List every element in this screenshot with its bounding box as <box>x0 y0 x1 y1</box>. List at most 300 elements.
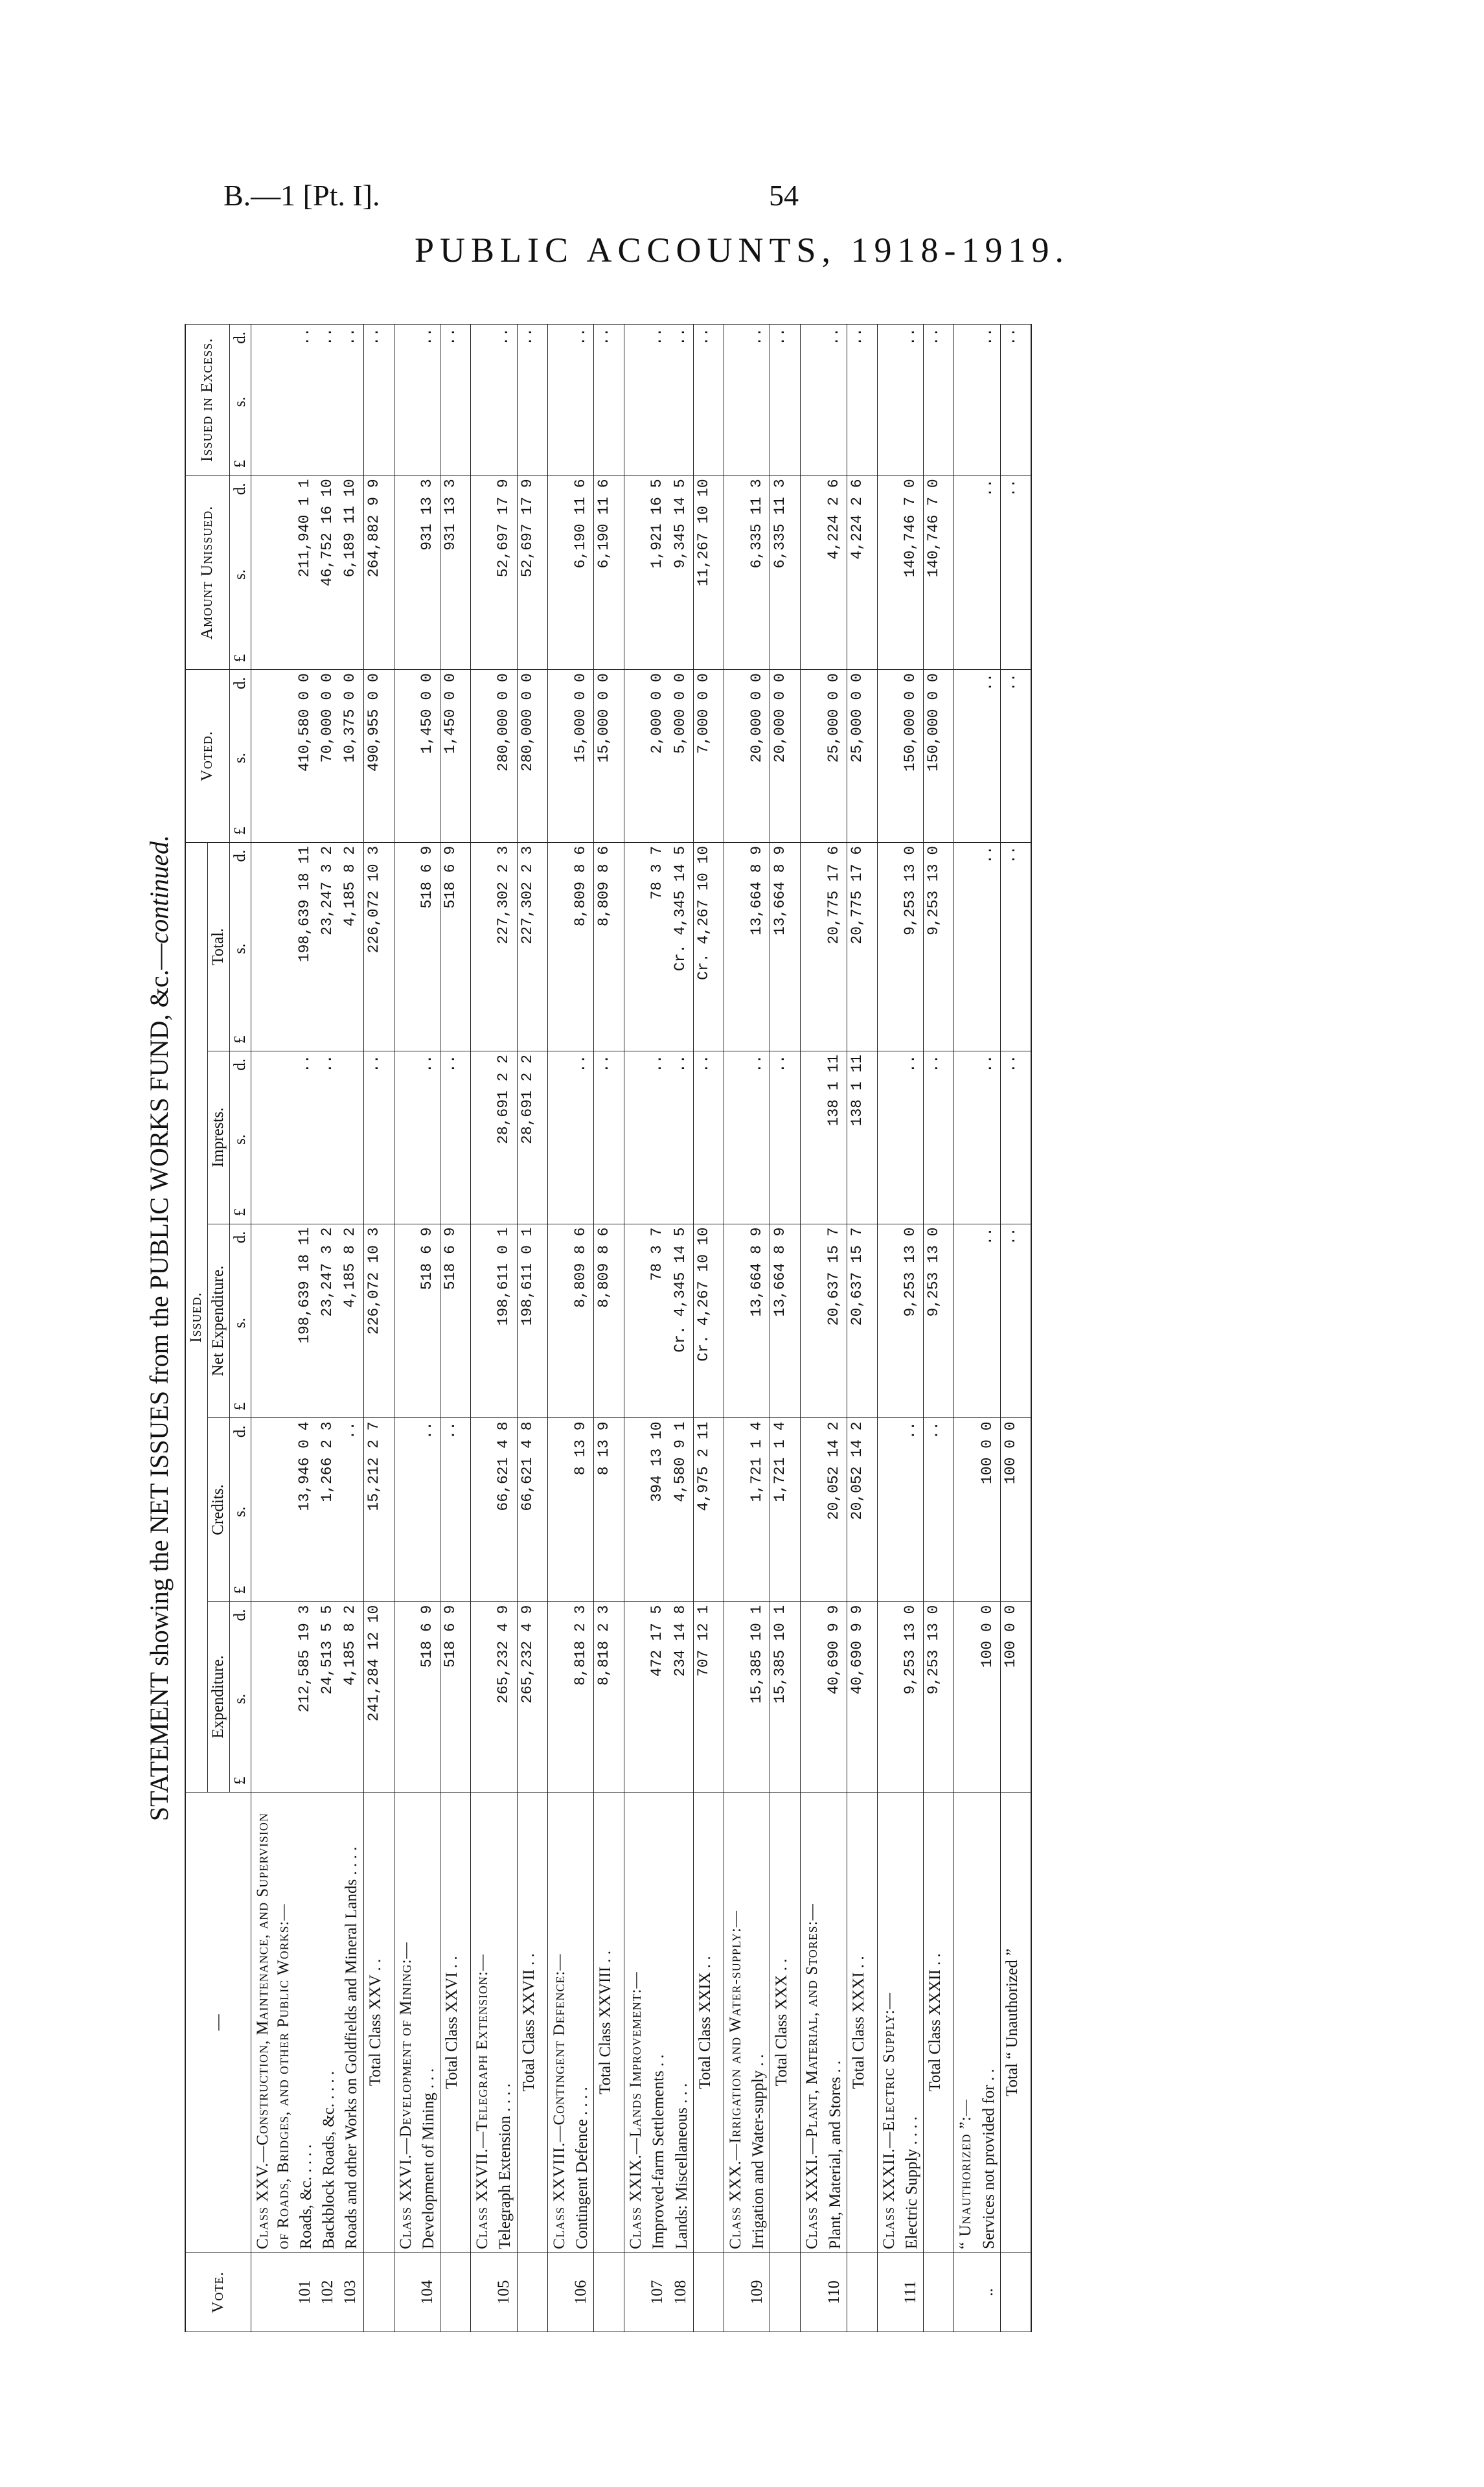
vote-number <box>394 2252 417 2332</box>
pound-unit: £ <box>231 1035 249 1044</box>
amount-imprests: 28,691 2 2 <box>494 1051 517 1224</box>
class-total-label: Total “ Unauthorized ” <box>1000 1792 1031 2252</box>
total-total: 20,775 17 6 <box>847 842 877 1051</box>
total-excess: .. <box>594 325 624 476</box>
total-net: Cr. 4,267 10 10 <box>693 1224 724 1418</box>
vote-description: Irrigation and Water-supply . . <box>747 1792 770 2252</box>
currency-units <box>229 1418 251 1601</box>
page-number: 54 <box>769 179 799 212</box>
amount-cell <box>724 842 747 1051</box>
vote-number <box>693 2252 724 2332</box>
class-total-label: Total Class XXVIII . . <box>594 1792 624 2252</box>
class-heading-row <box>547 325 571 2332</box>
amount-voted: 10,375 0 0 <box>340 670 363 843</box>
total-total: 226,072 10 3 <box>363 842 394 1051</box>
total-voted: 7,000 0 0 <box>693 670 724 843</box>
amount-voted: 1,450 0 0 <box>417 670 440 843</box>
total-expenditure: 265,232 4 9 <box>517 1601 547 1792</box>
total-unissued: 11,267 10 10 <box>693 476 724 670</box>
total-excess: .. <box>847 325 877 476</box>
vote-description: Contingent Defence . . . . <box>571 1792 594 2252</box>
vote-number <box>624 2252 648 2332</box>
amount-cell <box>801 842 824 1051</box>
class-total-row <box>847 325 877 2332</box>
amount-cell <box>624 842 648 1051</box>
vote-number: 109 <box>747 2252 770 2332</box>
vote-description: Roads, &c. . . . . <box>295 1792 317 2252</box>
class-heading-row <box>954 325 977 2332</box>
pound-unit: £ <box>231 654 249 663</box>
amount-cell <box>547 1601 571 1792</box>
amount-unissued: .. <box>977 476 1001 670</box>
col-header-description: — <box>185 1792 251 2252</box>
vote-number: 107 <box>647 2252 670 2332</box>
amount-cell <box>724 670 747 843</box>
amount-net: 23,247 3 2 <box>317 1224 340 1418</box>
amount-cell <box>547 476 571 670</box>
amount-excess: .. <box>647 325 670 476</box>
amount-voted: 410,580 0 0 <box>295 670 317 843</box>
total-voted: 25,000 0 0 <box>847 670 877 843</box>
pence-unit: d. <box>231 483 249 496</box>
currency-units <box>229 670 251 843</box>
total-total: .. <box>1000 842 1031 1051</box>
vote-row <box>824 325 847 2332</box>
total-total: 8,809 8 6 <box>594 842 624 1051</box>
amount-unissued: 52,697 17 9 <box>494 476 517 670</box>
amount-credits: 1,721 1 4 <box>747 1418 770 1601</box>
amount-cell <box>251 1418 295 1601</box>
amount-net: .. <box>977 1224 1001 1418</box>
amount-cell <box>877 670 900 843</box>
total-net: .. <box>1000 1224 1031 1418</box>
vote-number <box>877 2252 900 2332</box>
pound-unit: £ <box>231 1776 249 1785</box>
amount-expenditure: 8,818 2 3 <box>571 1601 594 1792</box>
amount-cell <box>801 1418 824 1601</box>
amount-total: 518 6 9 <box>417 842 440 1051</box>
total-credits: 20,052 14 2 <box>847 1418 877 1601</box>
total-imprests: 138 1 11 <box>847 1051 877 1224</box>
col-header-net-expenditure: Net Expenditure. <box>207 1224 229 1418</box>
class-total-row <box>517 325 547 2332</box>
amount-credits: 66,621 4 8 <box>494 1418 517 1601</box>
col-header-issued: Issued. <box>185 842 207 1792</box>
amount-credits: 13,946 0 4 <box>295 1418 317 1601</box>
total-total: 518 6 9 <box>440 842 471 1051</box>
vote-description: Telegraph Extension . . . . <box>494 1792 517 2252</box>
vote-number: .. <box>977 2252 1001 2332</box>
class-heading: Class XXXI.—Plant, Material, and Stores:— <box>801 1792 824 2252</box>
vote-number <box>801 2252 824 2332</box>
amount-cell <box>251 670 295 843</box>
shilling-unit: s. <box>231 1318 249 1329</box>
amount-cell <box>724 1601 747 1792</box>
total-net: 9,253 13 0 <box>924 1224 954 1418</box>
amount-credits: 100 0 0 <box>977 1418 1001 1601</box>
amount-cell <box>801 1051 824 1224</box>
amount-net: 198,639 18 11 <box>295 1224 317 1418</box>
vote-description: Plant, Material, and Stores . . <box>824 1792 847 2252</box>
total-excess: .. <box>440 325 471 476</box>
amount-expenditure: 518 6 9 <box>417 1601 440 1792</box>
amount-unissued: 1,921 16 5 <box>647 476 670 670</box>
amount-cell <box>801 476 824 670</box>
amount-cell <box>801 1601 824 1792</box>
amount-cell <box>471 1601 494 1792</box>
amount-credits: .. <box>340 1418 363 1601</box>
amount-unissued: 6,190 11 6 <box>571 476 594 670</box>
vote-number: 110 <box>824 2252 847 2332</box>
class-heading-row <box>801 325 824 2332</box>
amount-credits: 20,052 14 2 <box>824 1418 847 1601</box>
col-header-total: Total. <box>207 842 229 1051</box>
shilling-unit: s. <box>231 396 249 407</box>
amount-voted: 280,000 0 0 <box>494 670 517 843</box>
total-credits: 8 13 9 <box>594 1418 624 1601</box>
amount-unissued: 6,335 11 3 <box>747 476 770 670</box>
total-expenditure: 100 0 0 <box>1000 1601 1031 1792</box>
currency-units <box>229 1224 251 1418</box>
total-voted: 15,000 0 0 <box>594 670 624 843</box>
amount-voted: 70,000 0 0 <box>317 670 340 843</box>
vote-row <box>977 325 1001 2332</box>
amount-cell <box>624 1601 648 1792</box>
pence-unit: d. <box>231 1609 249 1622</box>
amount-cell <box>801 1224 824 1418</box>
total-imprests: 28,691 2 2 <box>517 1051 547 1224</box>
total-credits: 4,975 2 11 <box>693 1418 724 1601</box>
vote-number <box>1000 2252 1031 2332</box>
total-unissued: 4,224 2 6 <box>847 476 877 670</box>
amount-cell <box>394 325 417 476</box>
amount-excess: .. <box>900 325 924 476</box>
amount-net: 9,253 13 0 <box>900 1224 924 1418</box>
amount-cell <box>394 1601 417 1792</box>
total-imprests: .. <box>770 1051 801 1224</box>
total-credits: .. <box>924 1418 954 1601</box>
shilling-unit: s. <box>231 943 249 954</box>
amount-cell <box>624 670 648 843</box>
amount-cell <box>877 1418 900 1601</box>
amount-imprests: .. <box>747 1051 770 1224</box>
class-heading: Class XXVI.—Development of Mining:— <box>394 1792 417 2252</box>
amount-cell <box>724 325 747 476</box>
vote-row <box>417 325 440 2332</box>
total-imprests: .. <box>693 1051 724 1224</box>
total-unissued: 931 13 3 <box>440 476 471 670</box>
amount-cell <box>624 325 648 476</box>
vote-row <box>747 325 770 2332</box>
amount-expenditure: 472 17 5 <box>647 1601 670 1792</box>
vote-number: 101 <box>295 2252 317 2332</box>
amount-credits: 8 13 9 <box>571 1418 594 1601</box>
amount-cell <box>801 670 824 843</box>
amount-cell <box>394 1051 417 1224</box>
amount-total: 227,302 2 3 <box>494 842 517 1051</box>
amount-unissued: 9,345 14 5 <box>670 476 694 670</box>
amount-cell <box>954 1051 977 1224</box>
total-excess: .. <box>363 325 394 476</box>
total-imprests: .. <box>594 1051 624 1224</box>
amount-cell <box>954 842 977 1051</box>
rotated-statement <box>136 324 1457 2332</box>
pence-unit: d. <box>231 1058 249 1071</box>
table-body <box>251 325 1031 2332</box>
pound-unit: £ <box>231 1402 249 1411</box>
amount-voted: 20,000 0 0 <box>747 670 770 843</box>
vote-description: Lands: Miscellaneous . . . <box>670 1792 694 2252</box>
vote-number <box>517 2252 547 2332</box>
vote-number <box>770 2252 801 2332</box>
vote-description: Services not provided for . . <box>977 1792 1001 2252</box>
amount-cell <box>547 1418 571 1601</box>
pound-unit: £ <box>231 827 249 835</box>
amount-imprests: .. <box>670 1051 694 1224</box>
vote-row <box>670 325 694 2332</box>
amount-excess: .. <box>494 325 517 476</box>
amount-excess: .. <box>977 325 1001 476</box>
vote-number: 111 <box>900 2252 924 2332</box>
total-credits: 1,721 1 4 <box>770 1418 801 1601</box>
class-total-row <box>693 325 724 2332</box>
total-credits: 15,212 2 7 <box>363 1418 394 1601</box>
amount-imprests <box>340 1051 363 1224</box>
amount-voted: 25,000 0 0 <box>824 670 847 843</box>
vote-row <box>295 325 317 2332</box>
amount-imprests: .. <box>571 1051 594 1224</box>
amount-cell <box>471 1051 494 1224</box>
class-total-row <box>594 325 624 2332</box>
amount-credits: 394 13 10 <box>647 1418 670 1601</box>
amount-expenditure: 40,690 9 9 <box>824 1601 847 1792</box>
pence-unit: d. <box>231 332 249 344</box>
total-imprests: .. <box>1000 1051 1031 1224</box>
amount-cell <box>471 670 494 843</box>
amount-cell <box>954 1224 977 1418</box>
amount-net: 518 6 9 <box>417 1224 440 1418</box>
amount-cell <box>624 1051 648 1224</box>
shilling-unit: s. <box>231 569 249 580</box>
vote-description: Electric Supply . . . . <box>900 1792 924 2252</box>
vote-number: 108 <box>670 2252 694 2332</box>
amount-cell <box>394 670 417 843</box>
amount-voted: 2,000 0 0 <box>647 670 670 843</box>
col-header-voted: Voted. <box>185 670 229 843</box>
class-total-label: Total Class XXXI . . <box>847 1792 877 2252</box>
class-heading: Class XXVII.—Telegraph Extension:— <box>471 1792 494 2252</box>
amount-unissued: 931 13 3 <box>417 476 440 670</box>
vote-number: 105 <box>494 2252 517 2332</box>
total-excess: .. <box>693 325 724 476</box>
amount-imprests: 138 1 11 <box>824 1051 847 1224</box>
vote-number <box>471 2252 494 2332</box>
amount-cell <box>724 1418 747 1601</box>
amount-cell <box>877 842 900 1051</box>
page-title: PUBLIC ACCOUNTS, 1918-1919. <box>414 231 1070 269</box>
total-unissued: 140,746 7 0 <box>924 476 954 670</box>
amount-cell <box>624 1418 648 1601</box>
col-header-amount-unissued: Amount Unissued. <box>185 476 229 670</box>
class-heading: Class XXV.—Construction, Maintenance, and Supervision of Roads, Bridges, and other Public Works:— <box>251 1792 295 2252</box>
amount-cell <box>877 1051 900 1224</box>
amount-cell <box>251 325 295 476</box>
amount-total: 8,809 8 6 <box>571 842 594 1051</box>
amount-cell <box>394 842 417 1051</box>
shilling-unit: s. <box>231 1693 249 1704</box>
class-heading: Class XXX.—Irrigation and Water-supply:— <box>724 1792 747 2252</box>
total-voted: 490,955 0 0 <box>363 670 394 843</box>
total-voted: .. <box>1000 670 1031 843</box>
class-heading-row <box>877 325 900 2332</box>
total-excess: .. <box>1000 325 1031 476</box>
class-total-row <box>924 325 954 2332</box>
amount-net: 8,809 8 6 <box>571 1224 594 1418</box>
amount-net: 78 3 7 <box>647 1224 670 1418</box>
amount-unissued: 140,746 7 0 <box>900 476 924 670</box>
total-net: 20,637 15 7 <box>847 1224 877 1418</box>
vote-number: 102 <box>317 2252 340 2332</box>
class-total-row <box>1000 325 1031 2332</box>
total-unissued: .. <box>1000 476 1031 670</box>
total-imprests: .. <box>440 1051 471 1224</box>
shilling-unit: s. <box>231 753 249 764</box>
amount-excess: .. <box>417 325 440 476</box>
net-issues-table <box>185 324 1032 2332</box>
amount-unissued: 211,940 1 1 <box>295 476 317 670</box>
amount-cell <box>251 476 295 670</box>
amount-cell <box>724 476 747 670</box>
caption-main: STATEMENT showing the NET ISSUES from the PUBLIC WORKS FUND, &c.— <box>144 943 174 1822</box>
pence-unit: d. <box>231 1425 249 1438</box>
amount-excess: .. <box>317 325 340 476</box>
amount-cell <box>471 1418 494 1601</box>
class-heading-row <box>394 325 417 2332</box>
currency-units <box>229 842 251 1051</box>
total-expenditure: 9,253 13 0 <box>924 1601 954 1792</box>
vote-description: Development of Mining . . . <box>417 1792 440 2252</box>
class-heading: Class XXVIII.—Contingent Defence:— <box>547 1792 571 2252</box>
vote-row <box>571 325 594 2332</box>
total-net: 226,072 10 3 <box>363 1224 394 1418</box>
pence-unit: d. <box>231 849 249 862</box>
amount-expenditure: 234 14 8 <box>670 1601 694 1792</box>
amount-cell <box>471 476 494 670</box>
total-excess: .. <box>517 325 547 476</box>
amount-cell <box>801 325 824 476</box>
amount-net: 13,664 8 9 <box>747 1224 770 1418</box>
amount-voted: 150,000 0 0 <box>900 670 924 843</box>
amount-imprests: .. <box>417 1051 440 1224</box>
total-unissued: 52,697 17 9 <box>517 476 547 670</box>
amount-cell <box>471 842 494 1051</box>
pence-unit: d. <box>231 1231 249 1244</box>
total-excess: .. <box>924 325 954 476</box>
total-voted: 20,000 0 0 <box>770 670 801 843</box>
amount-excess: .. <box>571 325 594 476</box>
class-total-label: Total Class XXVII . . <box>517 1792 547 2252</box>
class-heading-row <box>471 325 494 2332</box>
amount-cell <box>877 1601 900 1792</box>
amount-cell <box>394 1418 417 1601</box>
amount-total: 78 3 7 <box>647 842 670 1051</box>
vote-description: Improved-farm Settlements . . <box>647 1792 670 2252</box>
amount-credits: 4,580 9 1 <box>670 1418 694 1601</box>
amount-total: 4,185 8 2 <box>340 842 363 1051</box>
class-total-row <box>770 325 801 2332</box>
amount-cell <box>251 1224 295 1418</box>
amount-cell <box>877 476 900 670</box>
amount-cell <box>624 476 648 670</box>
total-net: 13,664 8 9 <box>770 1224 801 1418</box>
amount-cell <box>251 1051 295 1224</box>
vote-row <box>340 325 363 2332</box>
amount-total: 198,639 18 11 <box>295 842 317 1051</box>
total-excess: .. <box>770 325 801 476</box>
total-net: 8,809 8 6 <box>594 1224 624 1418</box>
total-expenditure: 8,818 2 3 <box>594 1601 624 1792</box>
vote-number <box>724 2252 747 2332</box>
amount-excess: .. <box>670 325 694 476</box>
amount-excess: .. <box>824 325 847 476</box>
amount-cell <box>954 670 977 843</box>
total-unissued: 6,190 11 6 <box>594 476 624 670</box>
amount-total: 23,247 3 2 <box>317 842 340 1051</box>
currency-units <box>229 1051 251 1224</box>
amount-total: 13,664 8 9 <box>747 842 770 1051</box>
amount-cell <box>954 325 977 476</box>
vote-row <box>900 325 924 2332</box>
amount-expenditure: 212,585 19 3 <box>295 1601 317 1792</box>
col-header-expenditure: Expenditure. <box>207 1601 229 1792</box>
total-total: 13,664 8 9 <box>770 842 801 1051</box>
col-header-credits: Credits. <box>207 1418 229 1601</box>
caption-continued: continued. <box>144 834 174 944</box>
vote-number <box>547 2252 571 2332</box>
vote-number <box>363 2252 394 2332</box>
class-total-label: Total Class XXXII . . <box>924 1792 954 2252</box>
currency-units <box>229 476 251 670</box>
amount-voted: 5,000 0 0 <box>670 670 694 843</box>
total-total: Cr. 4,267 10 10 <box>693 842 724 1051</box>
amount-excess: .. <box>747 325 770 476</box>
amount-cell <box>724 1224 747 1418</box>
total-expenditure: 241,284 12 10 <box>363 1601 394 1792</box>
total-unissued: 6,335 11 3 <box>770 476 801 670</box>
amount-total: Cr. 4,345 14 5 <box>670 842 694 1051</box>
total-expenditure: 15,385 10 1 <box>770 1601 801 1792</box>
amount-net: 4,185 8 2 <box>340 1224 363 1418</box>
amount-cell <box>547 1051 571 1224</box>
amount-cell <box>471 325 494 476</box>
currency-units <box>229 325 251 476</box>
amount-total: .. <box>977 842 1001 1051</box>
pound-unit: £ <box>231 1586 249 1594</box>
col-header-imprests: Imprests. <box>207 1051 229 1224</box>
amount-imprests: .. <box>900 1051 924 1224</box>
class-heading-row <box>624 325 648 2332</box>
class-total-row <box>440 325 471 2332</box>
vote-row <box>494 325 517 2332</box>
vote-description: Backblock Roads, &c. . . . . <box>317 1792 340 2252</box>
total-net: 518 6 9 <box>440 1224 471 1418</box>
vote-number <box>847 2252 877 2332</box>
amount-cell <box>471 1224 494 1418</box>
amount-cell <box>547 842 571 1051</box>
amount-cell <box>547 670 571 843</box>
total-voted: 150,000 0 0 <box>924 670 954 843</box>
vote-row <box>647 325 670 2332</box>
